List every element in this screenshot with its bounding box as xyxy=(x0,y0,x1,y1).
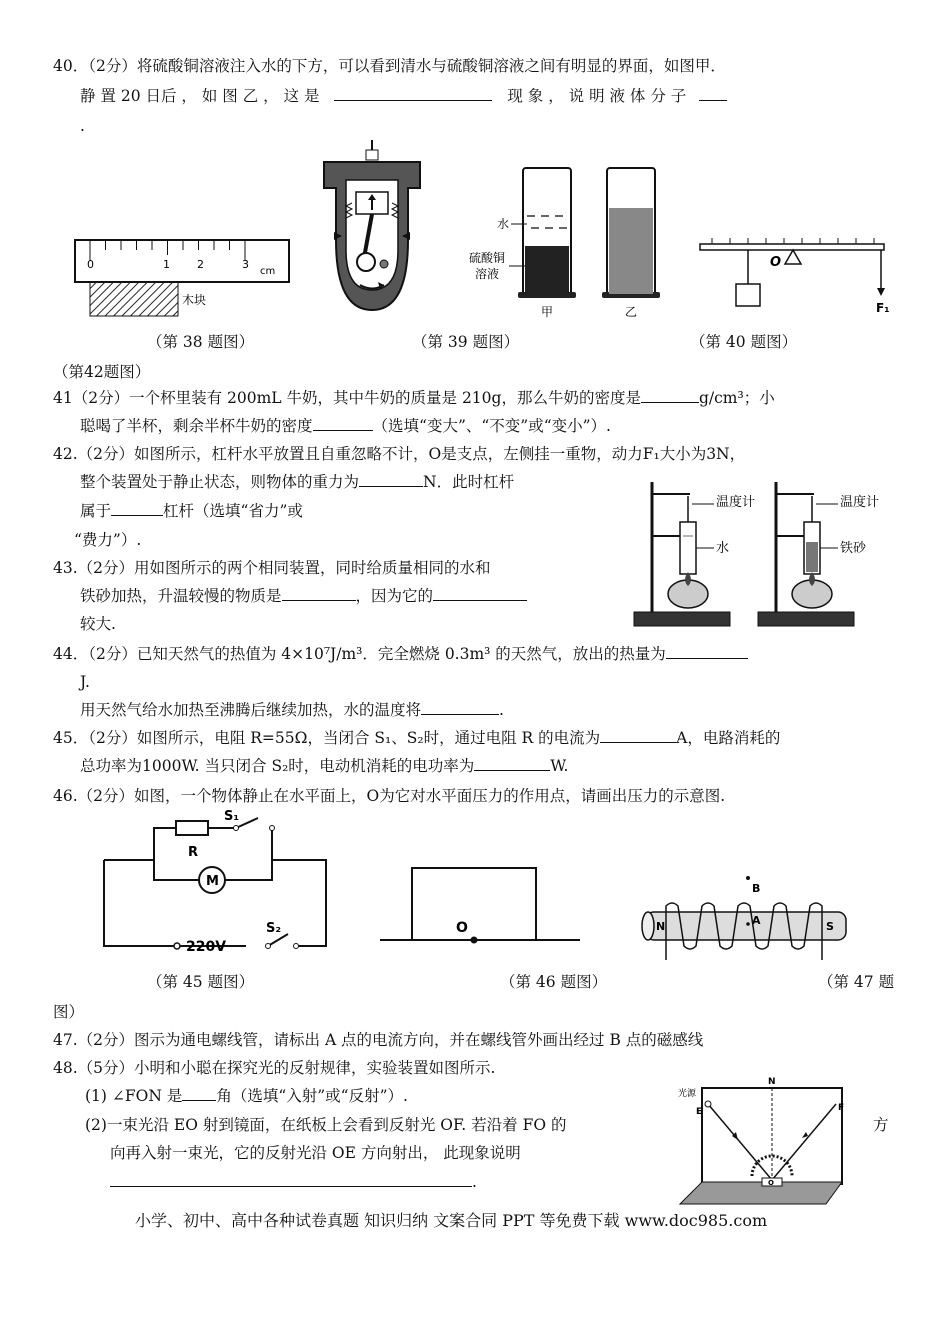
ruler-unit: cm xyxy=(260,266,276,277)
force-label: F₁ xyxy=(876,301,890,315)
q41-text-a: 41（2分）一个杯里装有 200mL 牛奶，其中牛奶的质量是 210g，那么牛奶的密度是 xyxy=(53,389,641,407)
ruler-tick-0: 0 xyxy=(87,258,94,271)
ruler-figure xyxy=(72,238,294,318)
q42-line-4: “费力”）. xyxy=(74,531,142,549)
q40-blank-2[interactable] xyxy=(699,86,727,101)
q48-text-end: . xyxy=(472,1173,477,1191)
lever-figure xyxy=(698,234,894,318)
caption-45: （第 45 题图） xyxy=(147,973,255,991)
q48-part-2-line-3 xyxy=(110,1172,477,1192)
label-jia: 甲 xyxy=(541,305,554,319)
lever-ticks xyxy=(712,238,874,244)
q41-line-1 xyxy=(53,388,775,408)
light-source-label: 光源 xyxy=(678,1089,697,1099)
mixed-solution xyxy=(609,208,653,294)
q44-line-3 xyxy=(80,700,504,720)
q41-line-2 xyxy=(80,416,611,436)
point-a xyxy=(746,922,750,926)
q44-text-c: . xyxy=(499,701,504,719)
circuit-figure xyxy=(96,808,332,958)
f-label: F xyxy=(838,1103,845,1113)
q45-text-c: 总功率为1000W. 当只闭合 S₂时，电动机消耗的电功率为 xyxy=(80,757,475,775)
q42-blank-1[interactable] xyxy=(359,472,423,487)
resistor xyxy=(176,821,208,835)
q45-text-d: W. xyxy=(550,757,569,775)
object-block xyxy=(412,868,536,940)
q43-text-a: 铁砂加热，升温较慢的物质是 xyxy=(80,587,282,605)
q45-text-a: 45．（2分）如图所示，电阻 R=55Ω，当闭合 S₁、S₂时，通过电阻 R 的电流为 xyxy=(53,729,601,747)
caption-47-a: （第 47 题 xyxy=(818,973,895,991)
q43-blank-2[interactable] xyxy=(433,586,527,601)
q43-line-2 xyxy=(80,586,527,606)
reflection-figure xyxy=(676,1074,846,1206)
o-label-block: O xyxy=(456,920,468,936)
caption-39: （第 39 题图） xyxy=(412,333,520,351)
water-label-heating: 水 xyxy=(716,541,730,556)
q40-line-1: 40．（2分）将硫酸铜溶液注入水的下方，可以看到清水与硫酸铜溶液之间有明显的界面，如图甲． xyxy=(53,57,726,75)
q42-text-c: 属于 xyxy=(80,502,112,520)
q43-line-1: 43.（2分）用如图所示的两个相同装置，同时给质量相同的水和 xyxy=(53,559,491,577)
q42-text-b: N．此时杠杆 xyxy=(423,473,515,491)
o-label-mirror: O xyxy=(768,1179,774,1187)
q44-text-a: 44．（2分）已知天然气的热值为 4×10⁷J/m³．完全燃烧 0.3m³ 的天然气，放出的热量为 xyxy=(53,645,666,663)
q48-blank-1[interactable] xyxy=(182,1086,216,1101)
q42-text-a: 整个装置处于静止状态，则物体的重力为 xyxy=(80,473,360,491)
q43-text-b: ，因为它的 xyxy=(355,587,434,605)
q41-text-c: 聪喝了半杯，剩余半杯牛奶的密度 xyxy=(80,417,313,435)
s2-label: S₂ xyxy=(266,921,282,936)
r-label: R xyxy=(188,845,199,860)
caption-47-b: 图） xyxy=(53,1003,85,1021)
caption-40: （第 40 题图） xyxy=(690,333,798,351)
pivot-label: O xyxy=(770,255,782,270)
wood-block xyxy=(90,282,178,316)
thermometer-label-left: 温度计 xyxy=(716,495,756,510)
q43-blank-1[interactable] xyxy=(282,586,356,601)
label-yi: 乙 xyxy=(625,305,638,319)
q48-part-2: (2)一束光沿 EO 射到镜面，在纸板上会看到反射光 OF. 若沿着 FO 的 xyxy=(85,1116,567,1134)
q42-line-1: 42.（2分）如图所示，杠杆水平放置且自重忽略不计，O是支点，左侧挂一重物，动力F₁大小为3N， xyxy=(53,445,746,463)
q44-line-1 xyxy=(53,644,748,664)
thermometer-label-right: 温度计 xyxy=(840,495,880,510)
q42-text-d: 杠杆（选填“省力”或 xyxy=(163,502,303,520)
ruler-tick-3: 3 xyxy=(242,258,249,271)
q44-blank-1[interactable] xyxy=(666,644,748,659)
q41-text-b: g/cm³；小 xyxy=(698,389,775,407)
wood-block-label: 木块 xyxy=(182,293,207,307)
solenoid-figure xyxy=(636,872,854,964)
hanging-weight xyxy=(736,284,760,306)
q48-text-a: (1) ∠FON 是 xyxy=(85,1087,183,1105)
solution-label-1: 硫酸铜 xyxy=(469,251,506,265)
q40-line-2 xyxy=(80,86,727,106)
q44-line-2: J. xyxy=(80,673,90,691)
q48-line-1: 48.（5分）小明和小聪在探究光的反射规律，实验装置如图所示. xyxy=(53,1059,496,1077)
q41-blank-1[interactable] xyxy=(641,388,699,403)
a-label: A xyxy=(752,914,761,927)
ruler-tick-1: 1 xyxy=(163,258,170,271)
q48-part-2-line-2: 向再入射一束光，它的反射光沿 OE 方向射出， 此现象说明 xyxy=(110,1144,521,1162)
q41-text-d: （选填“变大”、“不变”或“变小”）. xyxy=(372,417,611,435)
e-label: E xyxy=(696,1107,703,1117)
lever-bar xyxy=(700,244,884,250)
copper-sulfate-solution xyxy=(525,246,569,294)
block-figure xyxy=(378,862,582,944)
q45-text-b: A，电路消耗的 xyxy=(676,729,781,747)
q44-blank-2[interactable] xyxy=(421,700,499,715)
b-label: B xyxy=(752,882,761,895)
q48-blank-2[interactable] xyxy=(110,1172,472,1187)
n-label: N xyxy=(656,920,666,933)
q45-blank-2[interactable] xyxy=(474,756,550,771)
q47-line-1: 47.（2分）图示为通电螺线管，请标出 A 点的电流方向，并在螺线管外画出经过 B 点的磁感线 xyxy=(53,1031,704,1049)
q40-text-a: 静 置 20 日后 ， 如 图 乙 ， 这 是 xyxy=(80,87,320,105)
point-b xyxy=(746,876,750,880)
engine-figure xyxy=(316,140,428,320)
s1-label: S₁ xyxy=(224,809,240,824)
switch-s1 xyxy=(236,818,258,828)
ruler-tick-2: 2 xyxy=(197,258,204,271)
solution-label-2: 溶液 xyxy=(475,267,500,281)
q45-blank-1[interactable] xyxy=(600,728,676,743)
m-label: M xyxy=(206,874,219,889)
caption-38: （第 38 题图） xyxy=(147,333,255,351)
q43-line-3: 较大. xyxy=(80,615,116,633)
q45-line-1 xyxy=(53,728,780,748)
iron-core xyxy=(646,912,846,940)
ruler-body xyxy=(75,240,289,282)
q44-text-b: 用天然气给水加热至沸腾后继续加热，水的温度将 xyxy=(80,701,422,719)
crankshaft xyxy=(357,253,375,271)
mirror-base xyxy=(680,1182,842,1204)
heating-figure xyxy=(630,476,896,630)
q48-part-2-tail: 方 xyxy=(873,1116,889,1134)
q40-blank-1[interactable] xyxy=(334,86,492,101)
water-label: 水 xyxy=(497,217,510,231)
fulcrum xyxy=(785,250,801,264)
point-o xyxy=(471,937,478,944)
caption-42: （第42题图） xyxy=(53,363,151,381)
n-label-mirror: N xyxy=(768,1077,776,1087)
diffusion-figure xyxy=(465,162,665,322)
q42-line-3 xyxy=(80,501,303,521)
q46-line-1: 46.（2分）如图，一个物体静止在水平面上，O为它对水平面压力的作用点，请画出压力的示意图. xyxy=(53,787,726,805)
q42-line-2 xyxy=(80,472,514,492)
q40-text-b: 现 象 ， 说 明 液 体 分 子 xyxy=(507,87,687,105)
q48-part-1 xyxy=(85,1086,408,1106)
q45-line-2 xyxy=(80,756,568,776)
footer-ad: 小学、初中、高中各种试卷真题 知识归纳 文案合同 PPT 等免费下载 www.doc985.com xyxy=(135,1211,768,1230)
s-label: S xyxy=(826,920,834,933)
voltage-label: 220V xyxy=(186,939,227,955)
iron-sand-label: 铁砂 xyxy=(840,541,867,556)
q48-text-b: 角（选填“入射”或“反射”）. xyxy=(216,1087,408,1105)
q40-line-3: . xyxy=(80,117,85,135)
q42-blank-2[interactable] xyxy=(111,501,163,516)
caption-46: （第 46 题图） xyxy=(500,973,608,991)
q41-blank-2[interactable] xyxy=(313,416,373,431)
